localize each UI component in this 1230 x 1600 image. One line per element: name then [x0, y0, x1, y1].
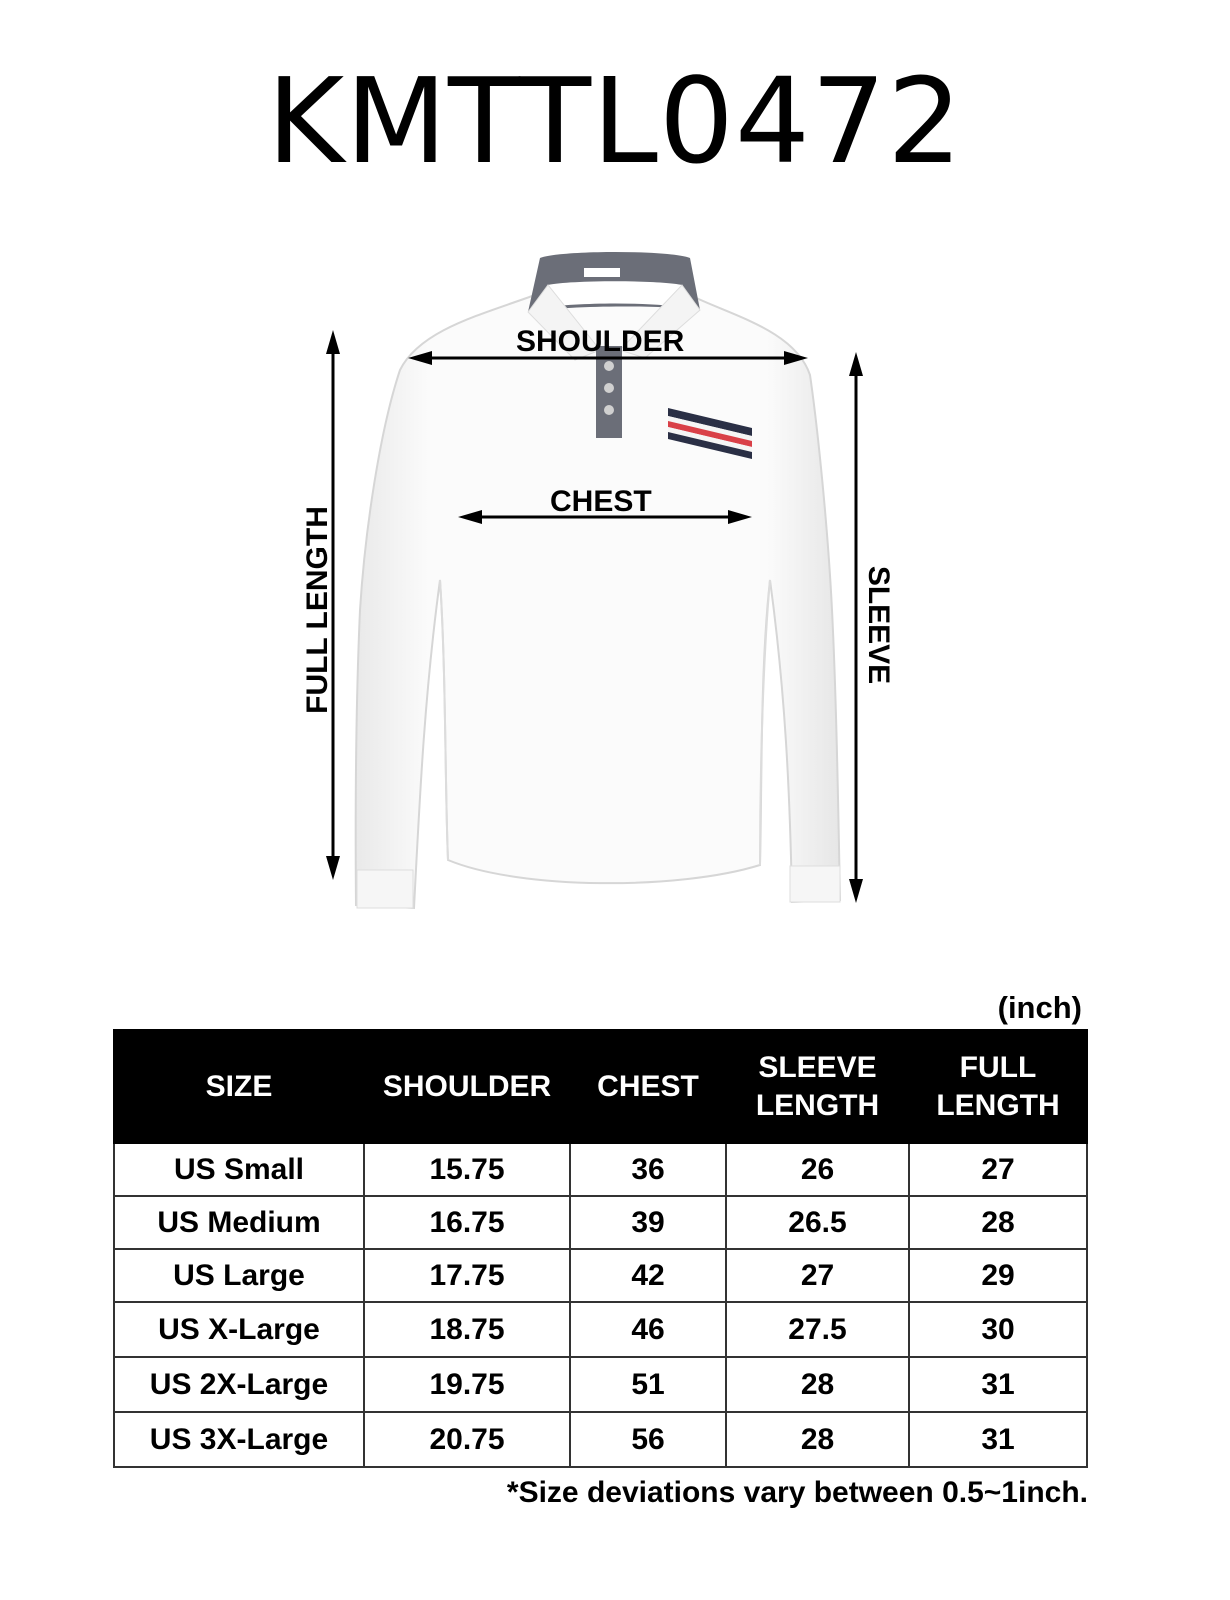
header-full-line1: FULL: [959, 1051, 1037, 1084]
table-row: [114, 1302, 1087, 1357]
chest-cell: 42: [570, 1249, 726, 1302]
size-chart-table: [113, 1029, 1088, 1468]
full-length-cell: 29: [909, 1249, 1087, 1302]
shoulder-label: SHOULDER: [516, 325, 685, 358]
size-cell: US Medium: [114, 1196, 364, 1249]
chest-cell: 56: [570, 1412, 726, 1467]
header-shoulder: SHOULDER: [364, 1030, 570, 1143]
sleeve-cell: 26: [726, 1143, 909, 1196]
size-deviation-note: *Size deviations vary between 0.5~1inch.: [506, 1476, 1088, 1509]
table-row: [114, 1196, 1087, 1249]
full-length-cell: 30: [909, 1302, 1087, 1357]
sleeve-cell: 26.5: [726, 1196, 909, 1249]
header-sleeve-line2: LENGTH: [755, 1088, 880, 1122]
shoulder-cell: 15.75: [364, 1143, 570, 1196]
full-length-label: FULL LENGTH: [301, 506, 334, 714]
table-row: [114, 1412, 1087, 1467]
header-size: SIZE: [114, 1030, 364, 1143]
size-cell: US Small: [114, 1143, 364, 1196]
shoulder-cell: 20.75: [364, 1412, 570, 1467]
size-cell: US 3X-Large: [114, 1412, 364, 1467]
product-code-title: KMTTL0472: [266, 52, 964, 190]
table-row: [114, 1357, 1087, 1412]
unit-label: (inch): [997, 990, 1082, 1025]
header-full-length: [909, 1030, 1087, 1143]
size-cell: US 2X-Large: [114, 1357, 364, 1412]
shoulder-cell: 17.75: [364, 1249, 570, 1302]
full-length-cell: 31: [909, 1412, 1087, 1467]
sleeve-arrow: [849, 352, 863, 903]
header-full-line2: LENGTH: [936, 1088, 1060, 1122]
header-chest: CHEST: [570, 1030, 726, 1143]
sleeve-cell: 27.5: [726, 1302, 909, 1357]
measurement-diagram: [0, 230, 1230, 950]
full-length-cell: 31: [909, 1357, 1087, 1412]
shoulder-cell: 16.75: [364, 1196, 570, 1249]
chest-cell: 36: [570, 1143, 726, 1196]
full-length-cell: 27: [909, 1143, 1087, 1196]
header-sleeve-line1: SLEEVE: [758, 1051, 877, 1084]
sleeve-cell: 28: [726, 1357, 909, 1412]
size-cell: US X-Large: [114, 1302, 364, 1357]
size-cell: US Large: [114, 1249, 364, 1302]
sleeve-cell: 28: [726, 1412, 909, 1467]
chest-label: CHEST: [550, 485, 652, 518]
chest-cell: 51: [570, 1357, 726, 1412]
sleeve-label: SLEEVE: [862, 565, 895, 685]
table-header-row: [114, 1030, 1087, 1143]
chest-cell: 39: [570, 1196, 726, 1249]
brand-tag-icon: [584, 268, 620, 277]
table-row: [114, 1143, 1087, 1196]
sleeve-cell: 27: [726, 1249, 909, 1302]
header-sleeve-length: [726, 1030, 909, 1143]
shoulder-cell: 19.75: [364, 1357, 570, 1412]
shoulder-cell: 18.75: [364, 1302, 570, 1357]
table-row: [114, 1249, 1087, 1302]
chest-cell: 46: [570, 1302, 726, 1357]
full-length-cell: 28: [909, 1196, 1087, 1249]
